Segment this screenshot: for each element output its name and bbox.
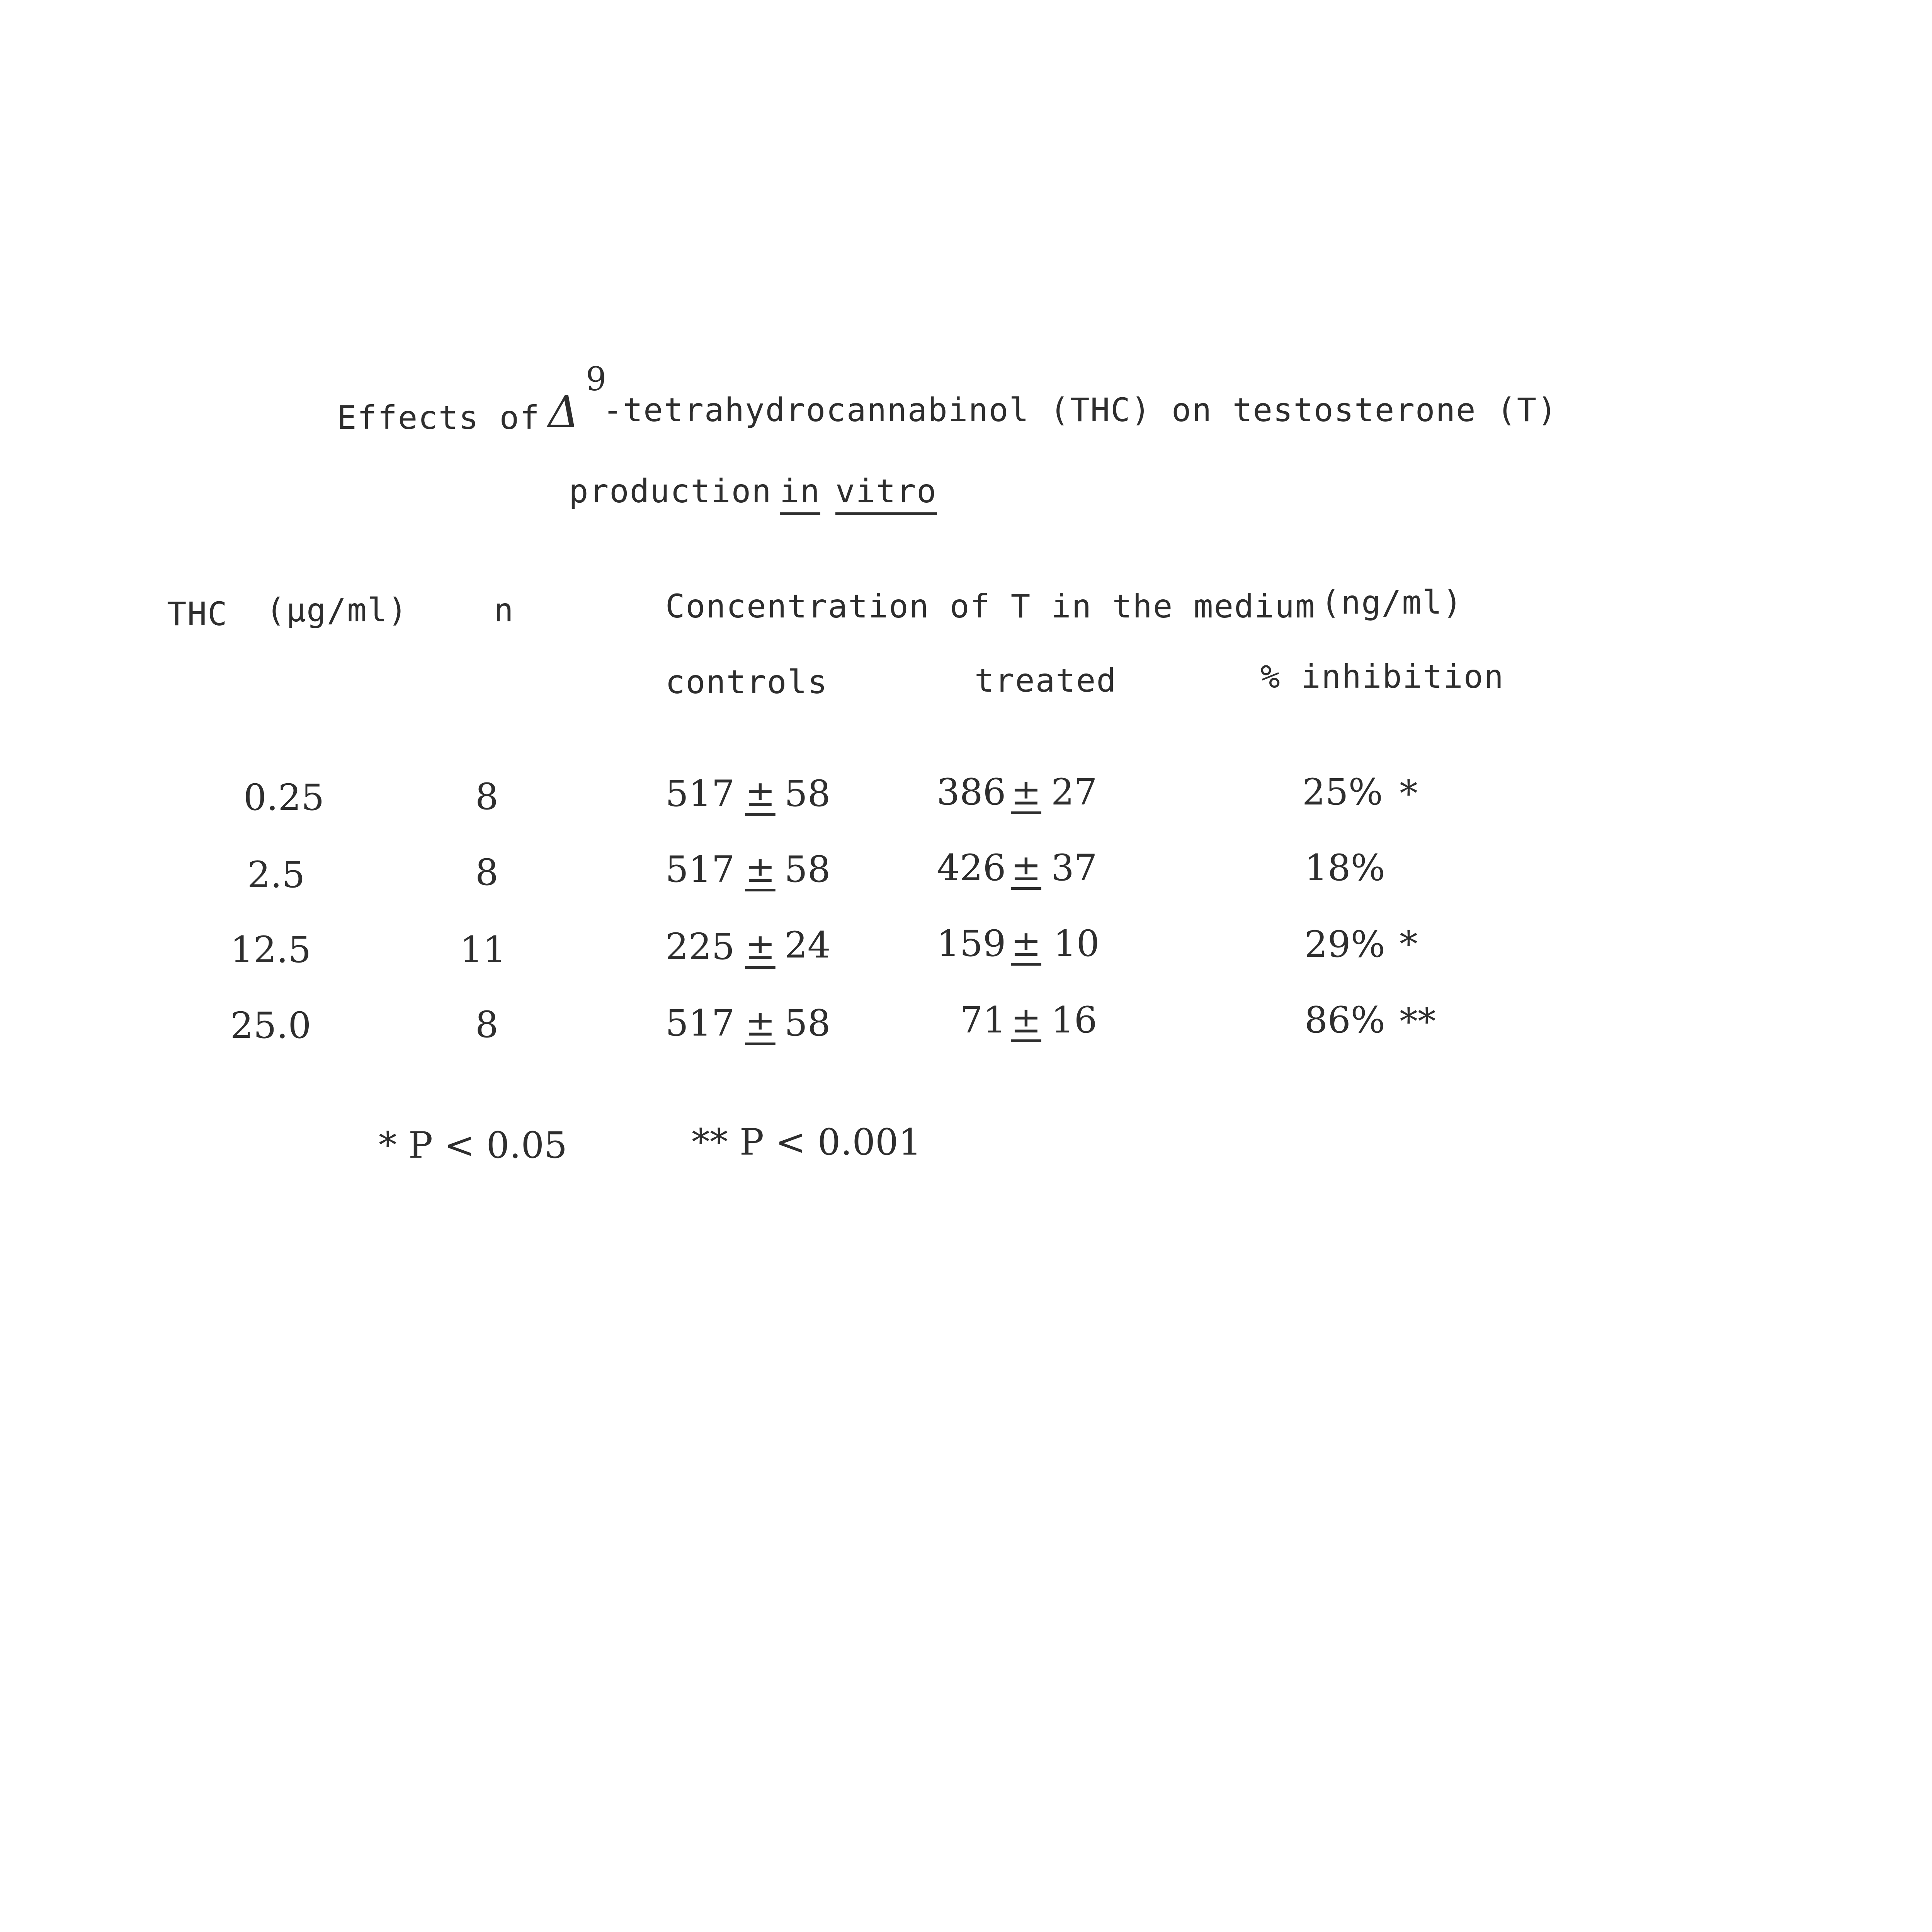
header-treated: treated	[975, 662, 1117, 699]
cell-controls-mean: 517	[665, 773, 735, 815]
cell-controls-sd: 58	[784, 1002, 831, 1044]
header-n: n	[494, 591, 514, 629]
cell-treated-sd: 37	[1051, 847, 1097, 889]
delta-superscript: 9	[586, 360, 607, 398]
cell-inhibition: 29%	[1304, 923, 1385, 966]
plus-minus-symbol: ±	[1011, 999, 1041, 1041]
header-inhibition: % inhibition	[1260, 658, 1504, 696]
cell-inhibition: 25%	[1302, 771, 1383, 813]
title-line2-in: in	[780, 472, 820, 515]
cell-treated-mean: 426	[937, 847, 1006, 889]
title-prefix: Effects of	[337, 399, 540, 437]
cell-controls-mean: 225	[665, 926, 735, 968]
cell-treated-mean: 386	[937, 771, 1006, 813]
cell-thc: 0.25	[243, 777, 325, 819]
cell-significance: *	[1400, 923, 1418, 966]
plus-minus-symbol: ±	[1011, 771, 1041, 813]
header-thc: THC	[167, 595, 228, 633]
cell-controls-sd: 24	[784, 924, 831, 966]
delta-symbol: Δ	[548, 387, 579, 437]
plus-minus-symbol: ±	[745, 926, 776, 968]
cell-treated-sd: 16	[1051, 999, 1097, 1041]
header-controls: controls	[665, 663, 828, 701]
cell-n: 11	[460, 929, 506, 971]
plus-minus-symbol: ±	[1011, 847, 1041, 889]
cell-inhibition: 86%	[1304, 999, 1385, 1041]
plus-minus-symbol: ±	[745, 849, 776, 891]
cell-controls-sd: 58	[784, 773, 831, 815]
footnote-p-0001: ** P < 0.001	[692, 1121, 922, 1163]
cell-controls-sd: 58	[784, 849, 831, 891]
cell-significance: **	[1400, 1001, 1436, 1043]
footnote-p-005: * P < 0.05	[379, 1124, 567, 1167]
cell-controls-mean: 517	[665, 1002, 735, 1044]
plus-minus-symbol: ±	[1011, 923, 1041, 965]
cell-n: 8	[475, 1004, 498, 1046]
header-concentration: Concentration of T in the medium	[665, 587, 1316, 625]
cell-significance: *	[1400, 773, 1418, 815]
cell-n: 8	[475, 776, 498, 818]
cell-treated-sd: 10	[1053, 923, 1100, 965]
plus-minus-symbol: ±	[745, 1002, 776, 1044]
plus-minus-symbol: ±	[745, 773, 776, 815]
cell-controls-mean: 517	[665, 849, 735, 891]
cell-thc: 12.5	[230, 929, 311, 971]
cell-thc: 2.5	[247, 854, 305, 896]
title-line2-vitro: vitro	[835, 472, 937, 515]
cell-inhibition: 18%	[1304, 847, 1385, 889]
cell-treated-mean: 71	[960, 999, 1006, 1041]
cell-treated-mean: 159	[937, 923, 1006, 965]
header-concentration-unit: (ng/ml)	[1321, 583, 1463, 621]
cell-treated-sd: 27	[1051, 771, 1097, 813]
cell-thc: 25.0	[230, 1005, 311, 1047]
header-thc-unit: (µg/ml)	[266, 591, 408, 629]
cell-n: 8	[475, 852, 498, 894]
title-line2-production: production	[569, 472, 772, 510]
title-suffix: -tetrahydrocannabinol (THC) on testosterone (T)	[603, 391, 1558, 429]
